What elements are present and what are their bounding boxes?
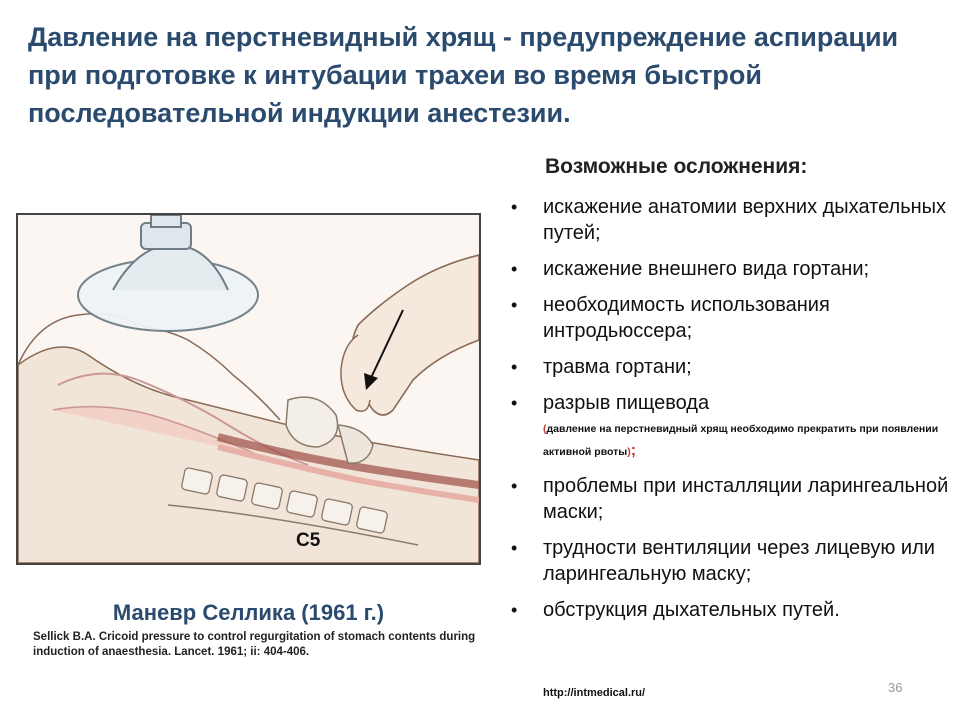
list-item-text: обструкция дыхательных путей. <box>543 599 840 621</box>
list-item-note <box>543 418 950 463</box>
list-item-text: искажение анатомии верхних дыхательных путей; <box>543 196 947 244</box>
list-item-text: искажение внешнего вида гортани; <box>543 258 870 280</box>
bullet-icon: • <box>511 538 518 558</box>
list-item <box>505 535 950 587</box>
note-open-paren: ( <box>543 423 547 435</box>
bullet-icon: • <box>511 259 518 279</box>
note-text: давление на перстневидный хрящ необходимо прекратить при появлении активной рвоты <box>543 423 939 458</box>
page-number: 36 <box>888 680 903 695</box>
figure-caption: Маневр Селлика (1961 г.) <box>112 600 385 625</box>
list-item <box>505 473 950 525</box>
slide-title: Давление на перстневидный хрящ - предупреждение аспирации при подготовке к интубации трахеи во время быстрой последовательной индукции анестезии. <box>28 22 899 128</box>
note-close-paren: ) <box>627 446 631 458</box>
list-item-text: разрыв пищевода <box>543 392 710 414</box>
list-item-text: необходимость использования интродьюссера; <box>543 294 830 342</box>
list-item <box>505 354 950 380</box>
bullet-icon: • <box>511 600 518 620</box>
complications-list <box>505 194 950 633</box>
list-item-text: травма гортани; <box>543 356 692 378</box>
reference-citation: Sellick B.A. Cricoid pressure to control regurgitation of stomach contents during induction of anaesthesia. Lancet. 1961; ii: 404-406. <box>33 631 476 658</box>
vertebra-label: C5 <box>296 530 321 551</box>
sellick-maneuver-illustration <box>16 213 481 565</box>
bullet-icon: • <box>511 357 518 377</box>
list-item <box>505 390 950 463</box>
list-item <box>505 194 950 246</box>
list-item <box>505 292 950 344</box>
list-item-text: трудности вентиляции через лицевую или ларингеальную маску; <box>543 537 935 585</box>
illustration-drawing <box>18 215 479 563</box>
bullet-icon: • <box>511 476 518 496</box>
complications-heading: Возможные осложнения: <box>545 155 808 178</box>
bullet-icon: • <box>511 295 518 315</box>
bullet-icon: • <box>511 197 518 217</box>
list-item-text: проблемы при инсталляции ларингеальной маски; <box>543 475 949 523</box>
source-url[interactable]: http://intmedical.ru/ <box>543 687 646 699</box>
bullet-icon: • <box>511 393 518 413</box>
list-item <box>505 256 950 282</box>
list-item <box>505 597 950 623</box>
note-semicolon: ; <box>630 442 637 459</box>
